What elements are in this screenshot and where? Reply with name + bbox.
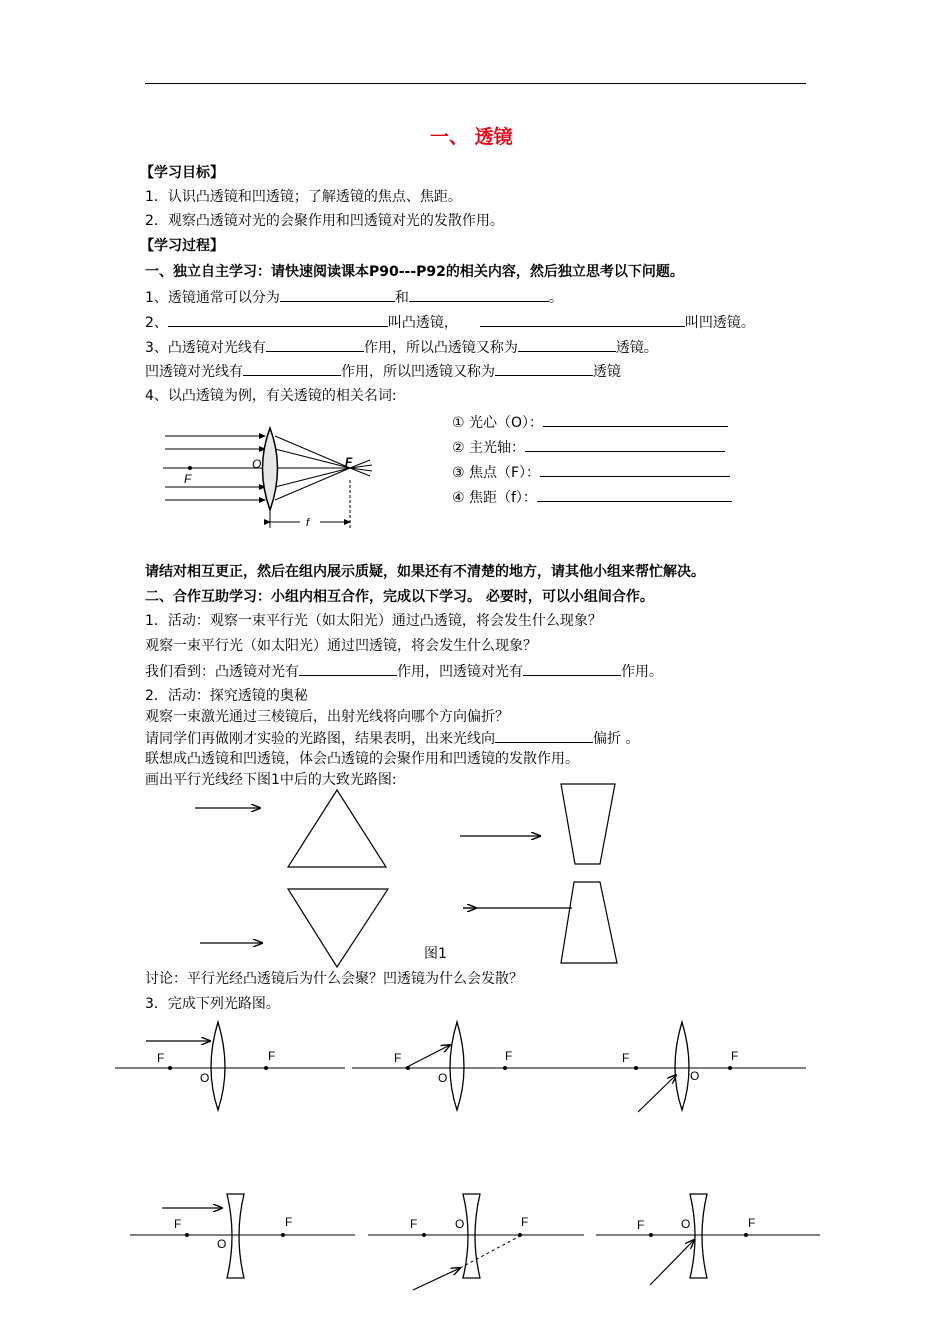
svg-text:O: O — [690, 1069, 700, 1083]
svg-text:F: F — [157, 1051, 165, 1065]
svg-text:F: F — [174, 1217, 182, 1231]
concave-diagram-3 — [596, 1194, 820, 1285]
term-1-label: ① 光心（O）： — [452, 415, 544, 431]
act1c-text-b: 作用，凹透镜对光有 — [397, 664, 523, 680]
goal-item-2: 2．观察凸透镜对光的会聚作用和凹透镜对光的发散作用。 — [145, 213, 504, 229]
figure-1-caption: 图1 — [424, 946, 447, 962]
convex-lens-figure — [163, 428, 372, 529]
convex-diagram-2 — [352, 1022, 578, 1110]
q3-text-c: 透镜。 — [615, 340, 658, 356]
svg-text:F: F — [268, 1049, 276, 1063]
svg-text:O: O — [455, 1217, 465, 1231]
act1c-text-a: 我们看到：凸透镜对光有 — [145, 664, 299, 680]
trapezoid-wide-top — [561, 784, 615, 864]
activity-1: 1．活动：观察一束平行光（如太阳光）通过凸透镜，将会发生什么现象？ — [145, 613, 602, 629]
q1-text-a: 1、透镜通常可以分为 — [145, 290, 280, 306]
concave-diagram-1 — [130, 1194, 355, 1278]
part1-heading: 一、独立自主学习：请快速阅读课本P90---P92的相关内容，然后独立思考以下问题。 — [145, 264, 684, 280]
svg-text:O: O — [217, 1237, 227, 1251]
activity-1b: 观察一束平行光（如太阳光）通过凹透镜，将会发生什么现象？ — [145, 638, 537, 654]
q3b-text-c: 透镜 — [593, 364, 621, 380]
svg-text:F: F — [748, 1216, 756, 1230]
convex-diagram-3 — [578, 1022, 806, 1112]
figure-1-prisms — [195, 784, 617, 967]
fig-label-focal: f — [306, 517, 310, 529]
convex-diagram-1 — [115, 1022, 345, 1110]
activity-3: 3．完成下列光路图。 — [145, 996, 280, 1012]
activity-2a: 观察一束激光通过三棱镜后，出射光线将向哪个方向偏折？ — [145, 709, 509, 725]
question-4: 4、以凸透镜为例，有关透镜的相关名词: — [145, 388, 397, 404]
act2b-text-a: 请同学们再做刚才实验的光路图，结果表明，出来光线向 — [145, 731, 495, 747]
term-3-label: ③ 焦点（F）： — [452, 465, 541, 481]
activity-2: 2．活动：探究透镜的奥秘 — [145, 688, 308, 704]
svg-text:F: F — [731, 1049, 739, 1063]
svg-text:F: F — [394, 1051, 402, 1065]
svg-text:O: O — [200, 1071, 210, 1085]
term-2-label: ② 主光轴： — [452, 440, 526, 456]
svg-text:F: F — [285, 1215, 293, 1229]
goal-item-1: 1．认识凸透镜和凹透镜；了解透镜的焦点、焦距。 — [145, 189, 462, 205]
activity-2d: 画出平行光线经下图1中后的大致光路图: — [145, 772, 397, 788]
q3-text-b: 作用，所以凸透镜又称为 — [363, 340, 518, 356]
page-title: 一、 透镜 — [430, 126, 513, 148]
act2b-text-b: 偏折 。 — [593, 731, 640, 747]
concave-ray-diagrams — [130, 1194, 820, 1290]
q2-text-c: 叫凹透镜。 — [684, 315, 755, 331]
svg-text:O: O — [438, 1071, 448, 1085]
svg-text:F: F — [637, 1218, 645, 1232]
q2-text-b: 叫凸透镜， — [387, 315, 458, 331]
goals-heading: 【学习目标】 — [140, 165, 224, 181]
convex-ray-diagrams — [115, 1022, 806, 1112]
fig-label-o: O — [252, 457, 262, 471]
fig-label-f1: F — [184, 472, 192, 486]
process-heading: 【学习过程】 — [140, 238, 224, 254]
svg-text:F: F — [505, 1049, 513, 1063]
svg-text:F: F — [521, 1215, 529, 1229]
concave-diagram-2 — [368, 1194, 584, 1290]
svg-text:F: F — [410, 1217, 418, 1231]
q2-text-a: 2、 — [145, 315, 168, 331]
q1-text-c: 。 — [548, 290, 563, 306]
discussion: 讨论：平行光经凸透镜后为什么会聚？凹透镜为什么会发散？ — [145, 971, 523, 987]
pair-note: 请结对相互更正，然后在组内展示质疑，如果还有不清楚的地方，请其他小组来帮忙解决。 — [145, 564, 705, 580]
svg-text:F: F — [622, 1051, 630, 1065]
part2-heading: 二、合作互助学习：小组内相互合作，完成以下学习。 必要时，可以小组间合作。 — [145, 589, 654, 605]
q3-text-a: 3、凸透镜对光线有 — [145, 340, 266, 356]
trapezoid-wide-bottom — [561, 882, 617, 963]
q1-text-b: 和 — [394, 290, 409, 306]
fig-label-f2: F — [345, 455, 353, 469]
q3b-text-b: 作用，所以凹透镜又称为 — [341, 364, 495, 380]
prism-triangle-up — [288, 790, 386, 867]
activity-2c: 联想成凸透镜和凹透镜，体会凸透镜的会聚作用和凹透镜的发散作用。 — [145, 751, 579, 767]
fig-focus-dot — [188, 466, 192, 470]
fig-convex-lens — [263, 428, 278, 510]
prism-triangle-down — [288, 889, 388, 967]
q3b-text-a: 凹透镜对光线有 — [145, 364, 243, 380]
svg-text:O: O — [681, 1217, 691, 1231]
act1c-text-c: 作用。 — [621, 664, 663, 680]
term-4-label: ④ 焦距（f）： — [452, 490, 537, 506]
